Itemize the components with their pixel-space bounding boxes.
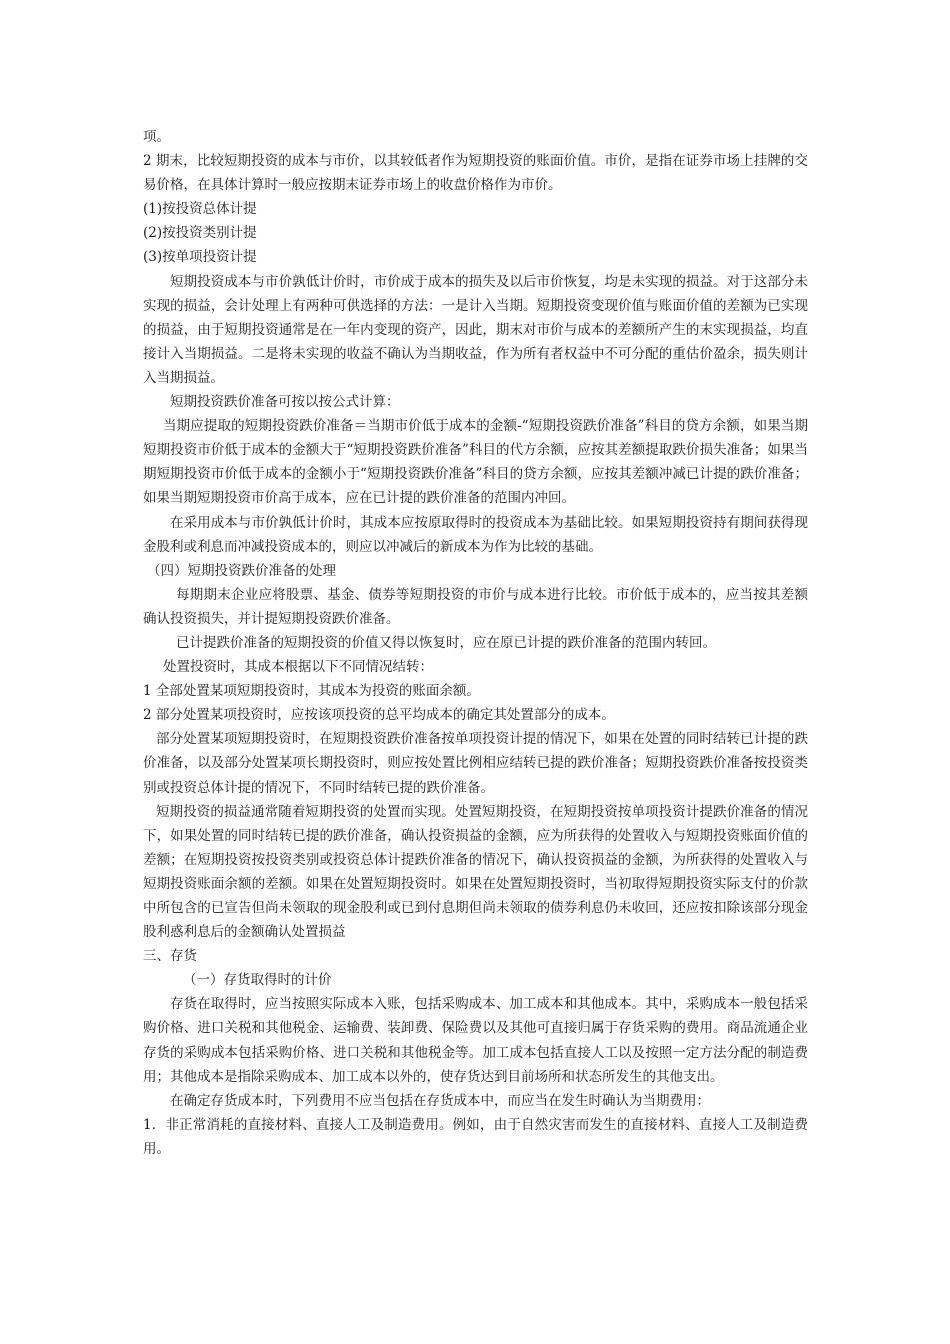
paragraph-partial-disposal: 部分处置某项短期投资时，在短期投资跌价准备按单项投资计提的情况下，如果在处置的同时结转已计提的跌价准备，以及部分处置某项长期投资时，则应按处置比例相应结转已提的跌价准备；短期投资跌价准备按投资类别或投资总体计提的情况下，不同时结转已提的跌价准备。 (143, 731, 808, 796)
list-item-category-basis: (2)按投资类别计提 (143, 225, 257, 242)
paragraph-inventory-cost: 存货在取得时，应当按照实际成本入账，包括采购成本、加工成本和其他成本。其中，采购成本一般包括采购价格、进口关税和其他税金、运输费、装卸费、保险费以及其他可直接归属于存货采购的费用。商品流通企业存货的采购成本包括采购价格、进口关税和其他税金等。加工成本包括直接人工以及按照一定方法分配的制造费用；其他成本是指除采购成本、加工成本以外的，使存货达到目前场所和状态所发生的其他支出。 (143, 996, 808, 1085)
list-item-partial-disposal: 2 部分处置某项投资时，应按该项投资的总平均成本的确定其处置部分的成本。 (143, 707, 615, 724)
section-heading-inventory: 三、存货 (143, 948, 197, 965)
paragraph-period-comparison: 每期期末企业应将股票、基金、债券等短期投资的市价与成本进行比较。市价低于成本的，应当按其差额确认投资损失，并计提短期投资跌价准备。 (143, 586, 808, 627)
paragraph-excluded-costs: 在确定存货成本时，下列费用不应当包括在存货成本中，而应当在发生时确认为当期费用： (170, 1092, 710, 1109)
paragraph-period-end-valuation: 2 期末，比较短期投资的成本与市价，以其较低者作为短期投资的账面价值。市价，是指在证券市场上挂牌的交易价格，在具体计算时一般应按期末证券市场上的收盘价格作为市价。 (143, 153, 808, 194)
section-heading-inventory-valuation: （一）存货取得时的计价 (183, 972, 332, 989)
paragraph-gain-loss: 短期投资的损益通常随着短期投资的处置而实现。处置短期投资，在短期投资按单项投资计提跌价准备的情况下，如果处置的同时结转已提的跌价准备，确认投资损益的金额，应为所获得的处置收入与短期投资账面价值的差额；在短期投资按投资类别或投资总体计提跌价准备的情况下，确认投资损益的金额，为所获得的处置收入与短期投资账面余额的差额。如果在处置短期投资时。如果在处置短期投资时，当初取得短期投资实际支付的价款中所包含的已宣告但尚未领取的现金股利或已到付息期但尚未领取的债券利息仍未收回，还应按扣除该部分现金股利惑利息后的金额确认处置损益 (143, 803, 808, 941)
section-heading-impairment: （四）短期投资跌价准备的处理 (147, 562, 336, 579)
list-item-full-disposal: 1 全部处置某项短期投资时，其成本为投资的账面余额。 (143, 683, 480, 700)
list-item-individual-basis: (3)按单项投资计提 (143, 249, 257, 266)
paragraph-unrealized-gains: 短期投资成本与市价孰低计价时，市价成于成本的损失及以后市价恢复，均是未实现的损益。对于这部分未实现的损益，会计处理上有两种可供选择的方法：一是计入当期。短期投资变现价值与账面价值的差额为已实现的损益，由于短期投资通常是在一年内变现的资产，因此，期末对市价与成本的差额所产生的末实现损益，均直接计入当期损益。二是将未实现的收益不确认为当期收益，作为所有者权益中不可分配的重估价盈余，损失则计入当期损益。 (143, 273, 808, 386)
paragraph-reversal: 已计提跌价准备的短期投资的价值又得以恢复时，应在原已计提的跌价准备的范围内转回。 (176, 634, 716, 651)
list-item-total-basis: (1)按投资总体计提 (143, 201, 257, 218)
paragraph-formula: 当期应提取的短期投资跌价准备＝当期市价低于成本的金额-“短期投资跌价准备”科目的贷方余额，如果当期短期投资市价低于成本的金额大于“短期投资跌价准备”科目的代方余额，应按其差额提取跌价损失准备；如果当期短期投资市价低于成本的金额小于“短期投资跌价准备”科目的贷方余额，应按其差额冲减已计提的跌价准备；如果当期短期投资市价高于成本，应在已计提的跌价准备的范围内冲回。 (143, 418, 808, 507)
paragraph-cost-basis: 在采用成本与市价孰低计价时，其成本应按原取得时的投资成本为基础比较。如果短期投资持有期间获得现金股利或利息而冲减投资成本的，则应以冲减后的新成本为作为比较的基础。 (143, 514, 808, 555)
paragraph-formula-intro: 短期投资跌价准备可按以按公式计算： (170, 394, 400, 411)
document-body (143, 125, 808, 1161)
paragraph-disposal-intro: 处置投资时，其成本根据以下不同情况结转： (163, 659, 433, 676)
paragraph-continuation: 项。 (143, 129, 170, 145)
list-item-abnormal-consumption: 1．非正常消耗的直接材料、直接人工及制造费用。例如，由于自然灾害而发生的直接材料、直接人工及制造费用。 (143, 1116, 808, 1157)
